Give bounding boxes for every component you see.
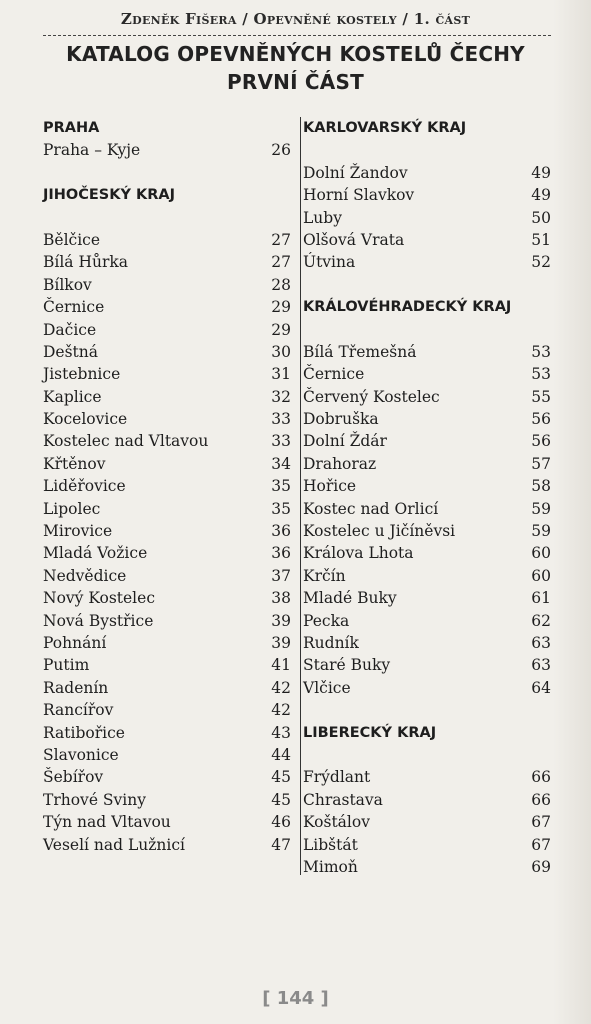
- entry-page-number: 36: [271, 522, 291, 541]
- entry-name: Mladá Vožice: [43, 544, 148, 563]
- entry-name: Mladé Buky: [303, 589, 397, 608]
- catalog-entry: [303, 610, 551, 632]
- entry-page-number: 63: [531, 656, 551, 675]
- entry-name: Černice: [303, 365, 365, 384]
- entry-page-number: 35: [271, 477, 291, 496]
- entry-name: Bělčice: [43, 230, 101, 249]
- entry-page-number: 66: [531, 768, 551, 787]
- catalog-entry: [303, 453, 551, 475]
- entry-name: Dolní Žandov: [303, 163, 408, 182]
- catalog-entry: [303, 811, 551, 833]
- entry-name: Veselí nad Lužnicí: [43, 835, 186, 854]
- entry-page-number: 43: [271, 723, 291, 742]
- catalog-entry: [43, 498, 291, 520]
- page-number: [ 144 ]: [262, 988, 329, 1009]
- entry-name: Luby: [303, 208, 342, 227]
- entry-page-number: 26: [271, 141, 291, 160]
- catalog-entry: [303, 386, 551, 408]
- entry-page-number: 51: [531, 230, 551, 249]
- entry-page-number: 58: [531, 477, 551, 496]
- entry-page-number: 45: [271, 768, 291, 787]
- catalog-entry: [43, 229, 291, 251]
- catalog-title: KATALOG OPEVNĚNÝCH KOSTELŮ ČECHY: [66, 42, 525, 66]
- entry-name: Černice: [43, 298, 105, 317]
- catalog-entry: [303, 587, 551, 609]
- entry-name: Jistebnice: [43, 365, 121, 384]
- entry-page-number: 33: [271, 410, 291, 429]
- entry-name: Krčín: [303, 566, 346, 585]
- catalog-entry: [303, 520, 551, 542]
- entry-page-number: 67: [531, 813, 551, 832]
- entry-page-number: 46: [271, 813, 291, 832]
- entry-page-number: 61: [531, 589, 551, 608]
- catalog-entry: [43, 386, 291, 408]
- catalog-entry: [303, 341, 551, 363]
- entry-page-number: 53: [531, 365, 551, 384]
- entry-name: Putim: [43, 656, 90, 675]
- region-heading-praha: PRAHA: [43, 120, 100, 136]
- catalog-entry: [43, 722, 291, 744]
- entry-name: Vlčice: [303, 678, 351, 697]
- entry-name: Dačice: [43, 320, 97, 339]
- catalog-entry: [303, 565, 551, 587]
- catalog-entry: [303, 363, 551, 385]
- entry-page-number: 66: [531, 790, 551, 809]
- catalog-entry: [303, 542, 551, 564]
- entry-name: Libštát: [303, 835, 358, 854]
- region-heading-jihocesky-kraj: JIHOČESKÝ KRAJ: [43, 187, 176, 204]
- entry-page-number: 60: [531, 566, 551, 585]
- entry-page-number: 47: [271, 835, 291, 854]
- entry-page-number: 56: [531, 410, 551, 429]
- entry-name: Trhové Sviny: [43, 790, 146, 809]
- catalog-entry: [43, 430, 291, 452]
- catalog-entry: [43, 296, 291, 318]
- catalog-entry: [303, 654, 551, 676]
- entry-page-number: 30: [271, 342, 291, 361]
- entry-page-number: 41: [271, 656, 291, 675]
- entry-name: Nový Kostelec: [43, 589, 155, 608]
- catalog-entry: [43, 587, 291, 609]
- catalog-entry: [43, 654, 291, 676]
- entry-page-number: 59: [531, 499, 551, 518]
- entry-page-number: 35: [271, 499, 291, 518]
- entry-name: Bílá Hůrka: [43, 253, 129, 272]
- catalog-entry: [43, 363, 291, 385]
- catalog-entry: [43, 542, 291, 564]
- entry-name: Lipolec: [43, 499, 101, 518]
- entry-name: Hořice: [303, 477, 357, 496]
- catalog-entry: [43, 408, 291, 430]
- entry-page-number: 29: [271, 320, 291, 339]
- catalog-entry: [43, 274, 291, 296]
- page-edge-shadow: [553, 0, 591, 1024]
- entry-name: Bílkov: [43, 275, 92, 294]
- entry-page-number: 49: [531, 163, 551, 182]
- entry-page-number: 53: [531, 342, 551, 361]
- entry-name: Liděřovice: [43, 477, 126, 496]
- entry-page-number: 62: [531, 611, 551, 630]
- entry-page-number: 32: [271, 387, 291, 406]
- catalog-entry: [43, 341, 291, 363]
- entry-page-number: 50: [531, 208, 551, 227]
- entry-page-number: 39: [271, 611, 291, 630]
- entry-page-number: 38: [271, 589, 291, 608]
- catalog-entry: [303, 766, 551, 788]
- entry-page-number: 36: [271, 544, 291, 563]
- entry-name: Frýdlant: [303, 768, 371, 787]
- catalog-entry: [43, 565, 291, 587]
- catalog-entry: [43, 139, 291, 161]
- entry-page-number: 67: [531, 835, 551, 854]
- entry-page-number: 56: [531, 432, 551, 451]
- entry-name: Šebířov: [43, 768, 104, 787]
- entry-name: Dobruška: [303, 410, 379, 429]
- entry-page-number: 27: [271, 253, 291, 272]
- catalog-entry: [43, 632, 291, 654]
- catalog-entry: [43, 677, 291, 699]
- entry-name: Týn nad Vltavou: [43, 813, 171, 832]
- entry-name: Drahoraz: [303, 454, 377, 473]
- entry-name: Pecka: [303, 611, 350, 630]
- entry-name: Mirovice: [43, 522, 113, 541]
- entry-page-number: 52: [531, 253, 551, 272]
- entry-page-number: 29: [271, 298, 291, 317]
- catalog-entry: [43, 699, 291, 721]
- catalog-entry: [303, 162, 551, 184]
- entry-name: Křtěnov: [43, 454, 106, 473]
- catalog-entry: [303, 251, 551, 273]
- entry-page-number: 34: [271, 454, 291, 473]
- entry-name: Rudník: [303, 633, 359, 652]
- entry-page-number: 45: [271, 790, 291, 809]
- entry-page-number: 49: [531, 186, 551, 205]
- entry-name: Praha – Kyje: [43, 141, 141, 160]
- entry-name: Deštná: [43, 342, 99, 361]
- entry-name: Králova Lhota: [303, 544, 414, 563]
- entry-name: Koštálov: [303, 813, 370, 832]
- entry-page-number: 60: [531, 544, 551, 563]
- entry-page-number: 55: [531, 387, 551, 406]
- entry-page-number: 44: [271, 745, 291, 764]
- entry-name: Dolní Ždár: [303, 432, 387, 451]
- left-column: [43, 117, 291, 856]
- entry-page-number: 27: [271, 230, 291, 249]
- entry-page-number: 28: [271, 275, 291, 294]
- catalog-entry: [303, 677, 551, 699]
- catalog-entry: [303, 834, 551, 856]
- section-spacer: [303, 139, 551, 161]
- entry-name: Horní Slavkov: [303, 186, 415, 205]
- entry-name: Kostelec u Jičíněvsi: [303, 522, 456, 541]
- catalog-entry: [303, 408, 551, 430]
- catalog-entry: [303, 184, 551, 206]
- entry-page-number: 39: [271, 633, 291, 652]
- entry-name: Kaplice: [43, 387, 102, 406]
- running-header: Zdeněk Fišera / Opevněné kostely / 1. část: [120, 10, 471, 28]
- region-heading-liberecky-kraj: LIBERECKÝ KRAJ: [303, 724, 437, 741]
- entry-name: Nedvědice: [43, 566, 127, 585]
- entry-name: Pohnání: [43, 633, 107, 652]
- catalog-entry: [303, 475, 551, 497]
- section-spacer: [303, 699, 551, 721]
- section-spacer: [303, 744, 551, 766]
- entry-name: Kostec nad Orlicí: [303, 499, 439, 518]
- section-spacer: [43, 162, 291, 184]
- entry-page-number: 59: [531, 522, 551, 541]
- catalog-entry: [43, 251, 291, 273]
- catalog-entry: [43, 766, 291, 788]
- header-divider: [43, 35, 551, 36]
- entry-name: Ratibořice: [43, 723, 125, 742]
- catalog-entry: [43, 475, 291, 497]
- catalog-entry: [43, 744, 291, 766]
- entry-page-number: 37: [271, 566, 291, 585]
- region-heading-kralovehradecky-kraj: KRÁLOVÉHRADECKÝ KRAJ: [303, 299, 512, 316]
- section-spacer: [303, 319, 551, 341]
- catalog-entry: [303, 498, 551, 520]
- entry-name: Slavonice: [43, 745, 119, 764]
- entry-name: Útvina: [303, 253, 356, 272]
- section-spacer: [303, 274, 551, 296]
- entry-name: Radenín: [43, 678, 109, 697]
- catalog-entry: [43, 319, 291, 341]
- column-divider: [300, 117, 301, 875]
- catalog-entry: [43, 789, 291, 811]
- entry-page-number: 63: [531, 633, 551, 652]
- catalog-subtitle: PRVNÍ ČÁST: [227, 70, 364, 94]
- region-heading-karlovarsky-kraj: KARLOVARSKÝ KRAJ: [303, 120, 467, 136]
- catalog-entry: [303, 229, 551, 251]
- entry-page-number: 42: [271, 678, 291, 697]
- catalog-entry: [303, 430, 551, 452]
- entry-name: Červený Kostelec: [303, 387, 440, 406]
- entry-name: Mimoň: [303, 857, 358, 876]
- entry-page-number: 64: [531, 678, 551, 697]
- entry-name: Chrastava: [303, 790, 383, 809]
- catalog-entry: [303, 207, 551, 229]
- entry-name: Bílá Třemešná: [303, 342, 417, 361]
- entry-page-number: 33: [271, 432, 291, 451]
- catalog-entry: [43, 834, 291, 856]
- section-spacer: [43, 207, 291, 229]
- entry-page-number: 31: [271, 365, 291, 384]
- entry-name: Nová Bystřice: [43, 611, 154, 630]
- entry-name: Staré Buky: [303, 656, 391, 675]
- right-column: [303, 117, 551, 878]
- catalog-entry: [43, 610, 291, 632]
- entry-page-number: 42: [271, 701, 291, 720]
- catalog-entry: [43, 453, 291, 475]
- catalog-entry: [303, 856, 551, 878]
- catalog-entry: [43, 520, 291, 542]
- entry-name: Rancířov: [43, 701, 114, 720]
- entry-page-number: 57: [531, 454, 551, 473]
- entry-name: Kocelovice: [43, 410, 128, 429]
- catalog-entry: [303, 632, 551, 654]
- catalog-entry: [303, 789, 551, 811]
- entry-name: Olšová Vrata: [303, 230, 405, 249]
- entry-name: Kostelec nad Vltavou: [43, 432, 209, 451]
- entry-page-number: 69: [531, 857, 551, 876]
- catalog-entry: [43, 811, 291, 833]
